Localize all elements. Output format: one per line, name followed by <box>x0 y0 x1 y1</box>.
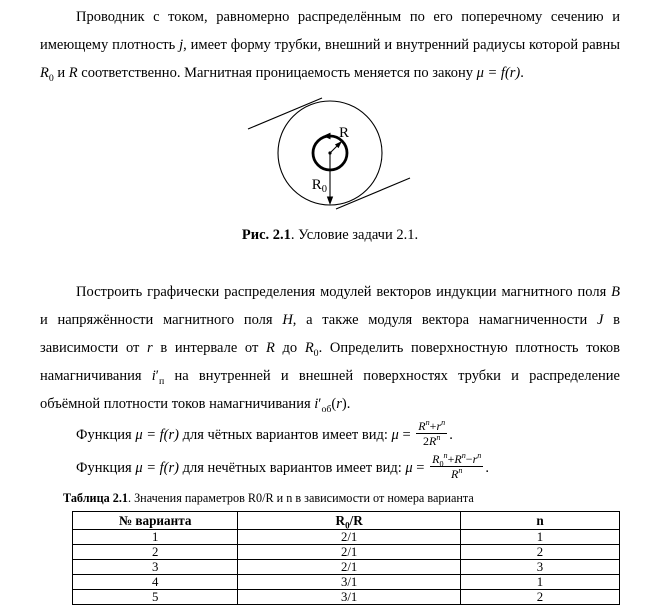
fraction-denominator: $R^n$ <box>451 466 463 482</box>
formula-even-variants <box>40 420 620 451</box>
formula-odd-variants <box>40 453 620 484</box>
outer-radius-label: $R_0$ <box>311 177 327 195</box>
table-cell: 3 <box>73 560 238 575</box>
formula-even-lead: Функция μ = f(r) для чётных вариантов имеет вид: μ = <box>76 427 415 443</box>
table-header-row <box>73 512 620 530</box>
figure-caption: Рис. 2.1. Условие задачи 2.1. <box>241 227 419 243</box>
intro-paragraph: Проводник с током, равномерно распределённым по его поперечному сечению и имеющему плотность j, имеет форму трубки, внешний и внутренний радиусы которой равны $R_0$ и R соответственно. Магнитная проницаемость меняется по закону μ = f(r). <box>40 9 620 84</box>
formula-odd-lead: Функция μ = f(r) для нечётных вариантов имеет вид: μ = <box>76 460 429 476</box>
table-cell: 2 <box>460 590 619 605</box>
table-cell: 3/1 <box>238 590 461 605</box>
table-cell: 2 <box>73 545 238 560</box>
table-cell: 1 <box>73 530 238 545</box>
table-row <box>73 560 620 575</box>
variants-table <box>72 511 620 605</box>
table-cell: 2/1 <box>238 560 461 575</box>
table-cell: 1 <box>460 530 619 545</box>
formula-odd-period: . <box>485 460 489 476</box>
formula-even-period: . <box>449 427 453 443</box>
header-radius-ratio: $R_0/R$ <box>238 512 461 530</box>
table-cell: 1 <box>460 575 619 590</box>
table-row <box>73 545 620 560</box>
outer-radius-arrowhead-icon <box>327 197 333 206</box>
table-cell: 4 <box>73 575 238 590</box>
inner-radius-label: R <box>339 125 350 141</box>
table-row <box>73 575 620 590</box>
task-paragraph: Построить графически распределения модулей векторов индукции магнитного поля B и напряжённости магнитного поля H, а также модуля вектора намагниченности J в зависимости от r в интервале от R до $R_0$. Определить поверхностную плотность токов намагничивания $i'_п$ на внутренней и внешней поверхностях трубки и распределение объёмной плотности токов намагничивания $i'_{об}(r)$. <box>40 284 620 415</box>
table-cell: 3/1 <box>238 575 461 590</box>
table-cell: 2 <box>460 545 619 560</box>
figure-container <box>40 89 620 215</box>
formula-even-fraction <box>416 420 447 447</box>
center-dot-icon <box>328 151 331 154</box>
fraction-numerator: $R_0^n+R^n-r^n$ <box>432 451 482 469</box>
fraction-denominator: $2R^n$ <box>423 433 441 449</box>
tangent-line-top-icon <box>248 98 322 129</box>
table-cell: 5 <box>73 590 238 605</box>
table-cell: 2/1 <box>238 530 461 545</box>
table-row <box>73 530 620 545</box>
fraction-numerator: $R^n+r^n$ <box>418 418 446 434</box>
table-caption: Таблица 2.1. Значения параметров R0/R и n в зависимости от номера варианта <box>63 491 474 505</box>
header-variant-number: № варианта <box>73 512 238 530</box>
table-cell: 2/1 <box>238 545 461 560</box>
header-n-parameter: n <box>460 512 619 530</box>
figure-tube-cross-section <box>230 89 430 215</box>
table-row <box>73 590 620 605</box>
table-body <box>73 530 620 605</box>
formula-odd-fraction <box>430 453 483 480</box>
table-cell: 3 <box>460 560 619 575</box>
